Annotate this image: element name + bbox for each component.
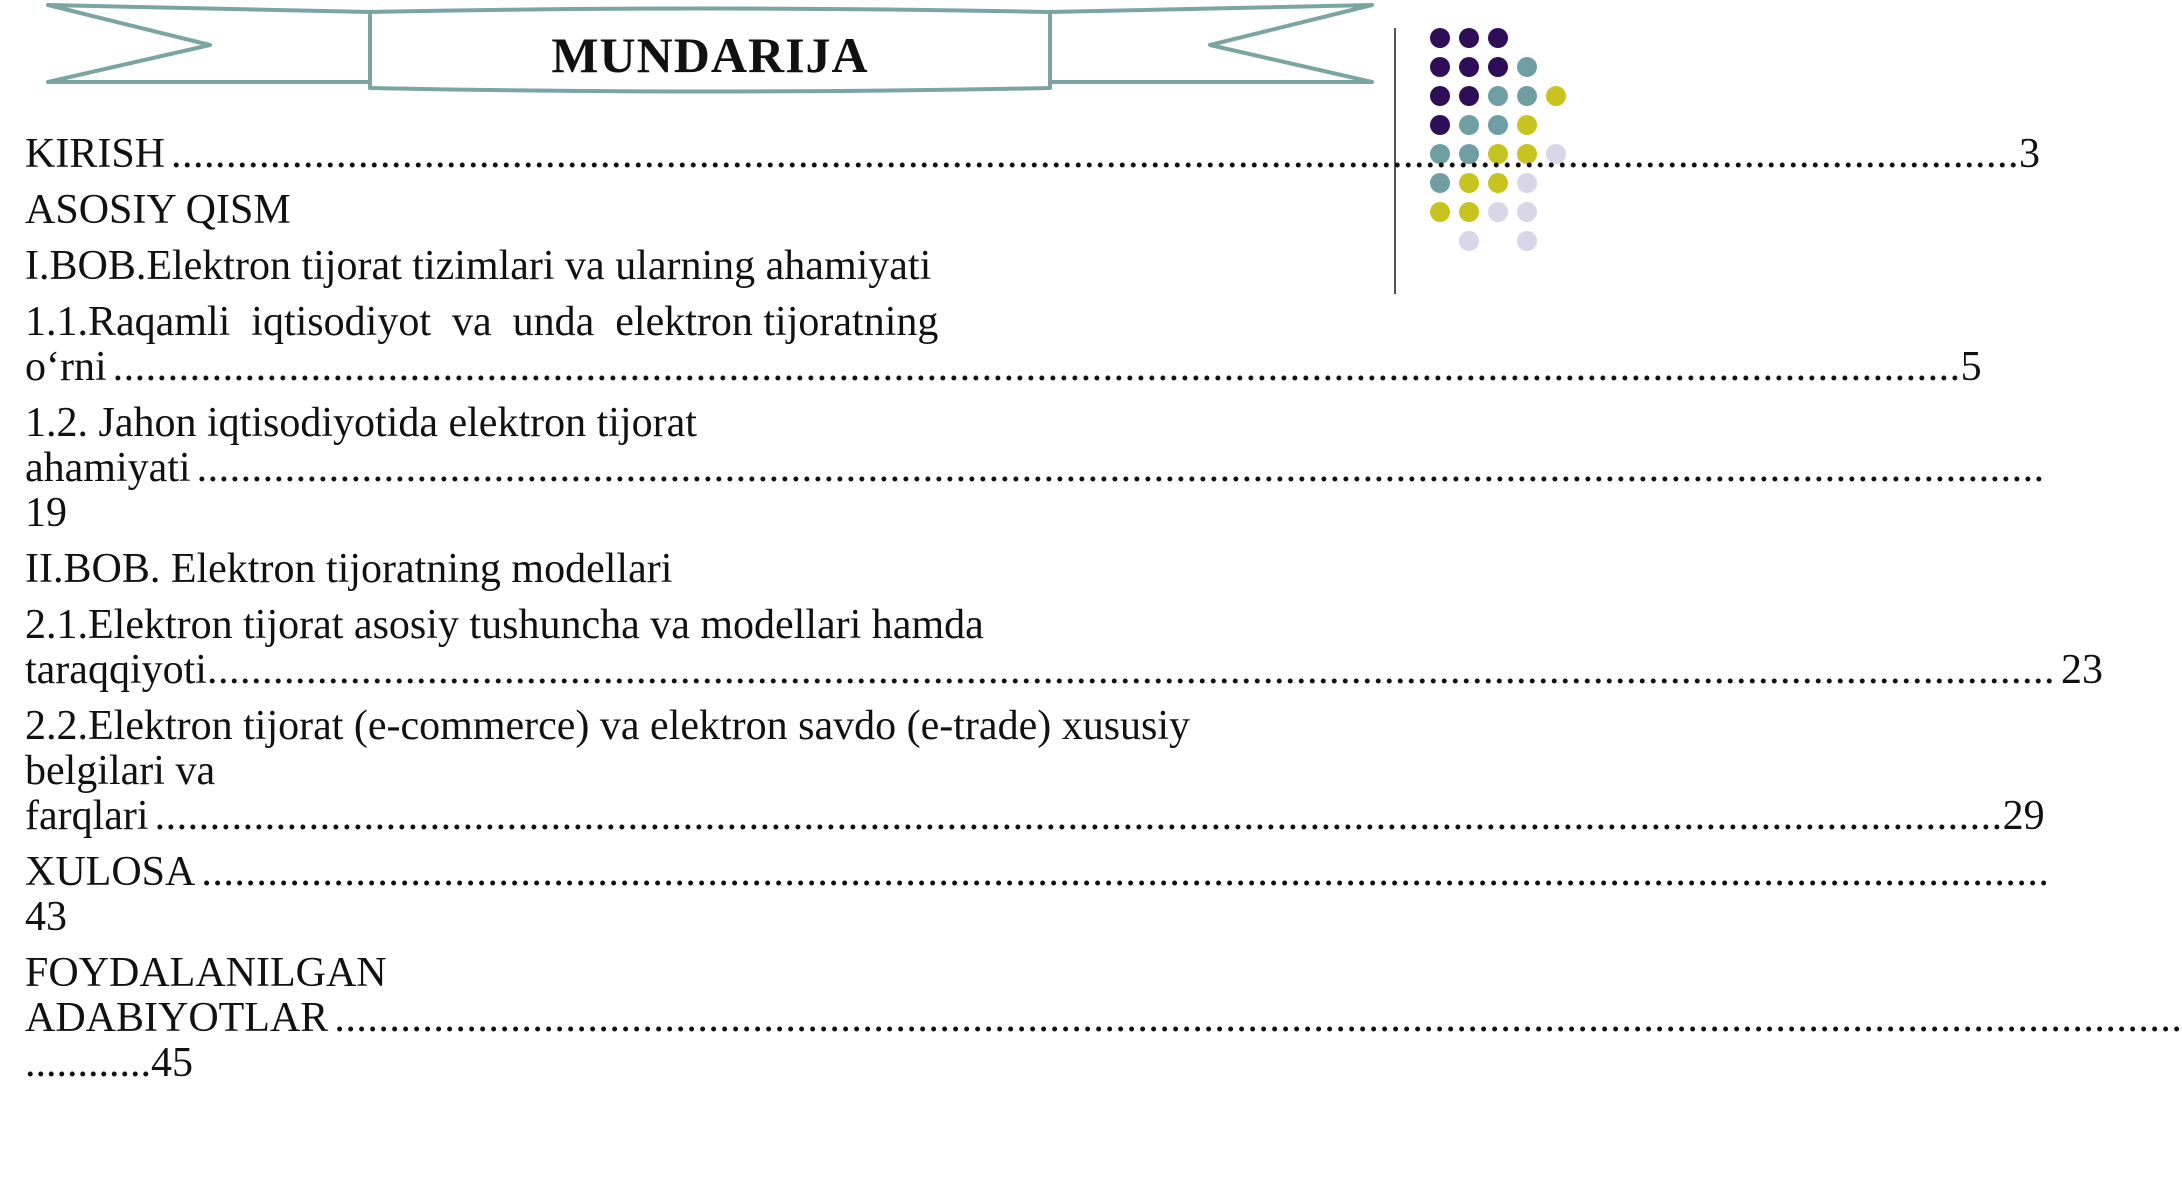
- decorative-dot: [1517, 86, 1537, 106]
- decorative-dot: [1430, 57, 1450, 77]
- decorative-dot: [1459, 231, 1479, 251]
- decorative-dot: [1430, 28, 1450, 48]
- decorative-dot: [1459, 86, 1479, 106]
- leader-dots: ........................................................................................................................................................................: [171, 131, 2020, 177]
- page-number: 19: [25, 490, 67, 536]
- decorative-dot: [1517, 57, 1537, 77]
- leader-dots: ........................................................................................................................................................................: [334, 995, 2182, 1041]
- leader-dots: ........................................................................................................................................................................: [112, 344, 1961, 390]
- leader-dots: ........................................................................................................................................................................: [196, 445, 2045, 491]
- toc-label-cont: farqlari: [25, 793, 149, 839]
- toc-label: 1.2. Jahon iqtisodiyotida elektron tijorat: [25, 400, 697, 446]
- decorative-dot: [1546, 86, 1566, 106]
- page-number: 23: [2060, 647, 2103, 693]
- decorative-dot: [1459, 28, 1479, 48]
- toc-label: 2.2.Elektron tijorat (e-commerce) va elektron savdo (e-trade) xususiy: [25, 703, 1191, 749]
- toc-label: FOYDALANILGAN: [25, 950, 387, 996]
- toc-label-cont: ADABIYOTLAR: [25, 995, 329, 1041]
- decorative-dot: [1517, 202, 1537, 222]
- page-number: 45: [151, 1040, 193, 1086]
- toc-label: 1.1.Raqamli iqtisodiyot va unda elektron tijoratning: [25, 299, 939, 345]
- decorative-dot: [1430, 86, 1450, 106]
- page-title: MUNDARIJA: [551, 27, 869, 83]
- toc-label: KIRISH: [25, 131, 166, 177]
- toc-entry-1-2: [25, 400, 2045, 536]
- toc-entry-2-1: [25, 602, 2103, 693]
- toc-entry-1-1: [25, 299, 1982, 390]
- decorative-dot: [1488, 86, 1508, 106]
- decorative-dot: [1459, 57, 1479, 77]
- toc-label: ASOSIY QISM: [25, 187, 291, 233]
- toc-label-cont: ahamiyati: [25, 445, 191, 491]
- table-of-contents: [25, 131, 2182, 1097]
- toc-label-cont: taraqqiyoti: [25, 647, 207, 693]
- toc-entry-xulosa: [25, 849, 2050, 940]
- toc-entry-kirish: [25, 131, 2041, 177]
- leader-dots: ........................................................................................................................................................................: [154, 793, 2003, 839]
- toc-entry-asosiy-qism: [25, 188, 1400, 233]
- decorative-dot: [1488, 28, 1508, 48]
- toc-label: XULOSA: [25, 849, 196, 895]
- page-line: [25, 1041, 1400, 1086]
- page-number: 3: [2019, 131, 2041, 177]
- toc-entry-foydalanilgan-adabiyotlar: [25, 950, 2182, 1086]
- toc-entry-2-2: [25, 703, 2045, 839]
- page-number: 43: [25, 894, 67, 940]
- decorative-dot: [1459, 202, 1479, 222]
- toc-entry-bob1: [25, 244, 1400, 289]
- decorative-dot: [1488, 202, 1508, 222]
- leader-dots: ........................................................................................................................................................................: [206, 647, 2055, 693]
- toc-label: II.BOB. Elektron tijoratning modellari: [25, 546, 673, 592]
- toc-label-cont: belgilari va: [25, 748, 216, 794]
- decorative-dot: [1488, 57, 1508, 77]
- toc-label: I.BOB.Elektron tijorat tizimlari va ularning ahamiyati: [25, 243, 932, 289]
- page-number: 29: [2002, 793, 2045, 839]
- page-number: 5: [1960, 344, 1982, 390]
- toc-label-cont: o‘rni: [25, 344, 107, 390]
- toc-entry-bob2: [25, 547, 1400, 592]
- decorative-dot: [1430, 202, 1450, 222]
- toc-label: 2.1.Elektron tijorat asosiy tushuncha va modellari hamda: [25, 602, 984, 648]
- decorative-dot: [1517, 231, 1537, 251]
- leader-dots: ............: [25, 1040, 151, 1086]
- leader-dots: ........................................................................................................................................................................: [201, 849, 2050, 895]
